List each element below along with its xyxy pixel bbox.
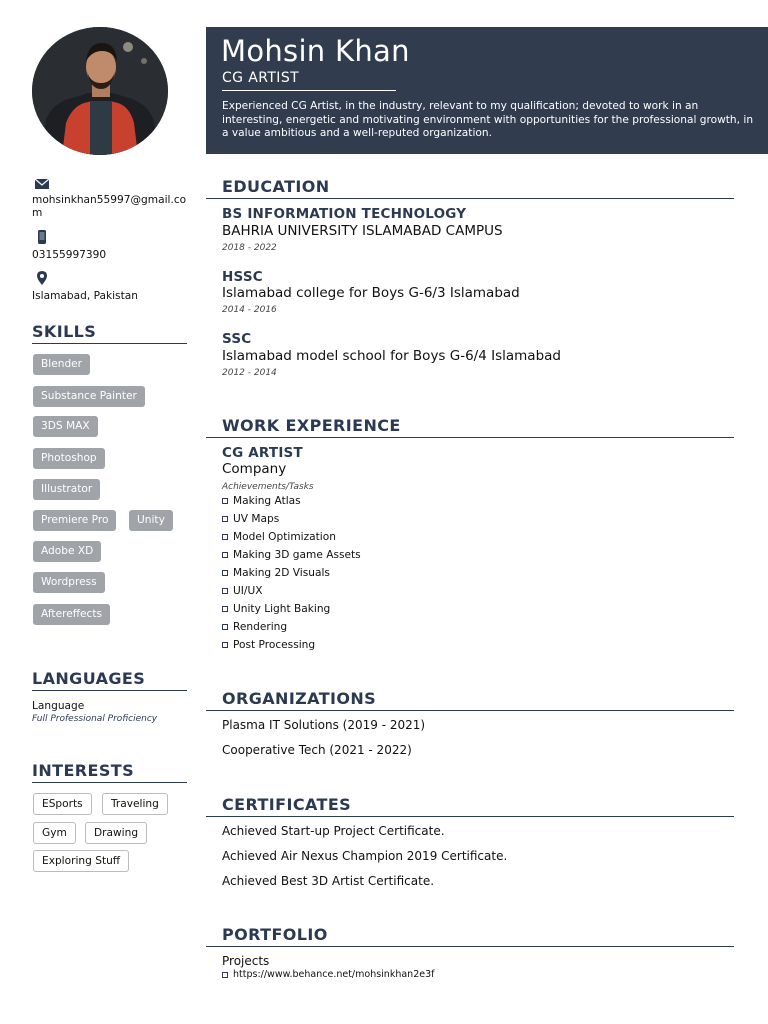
mobile-phone-icon xyxy=(34,230,50,244)
phone-number: 03155997390 xyxy=(32,249,107,261)
portfolio-divider xyxy=(206,946,734,947)
certificates-heading: CERTIFICATES xyxy=(222,795,352,814)
education-school: Islamabad college for Boys G-6/3 Islamabad xyxy=(222,285,520,301)
skills-divider xyxy=(32,343,187,344)
education-period: 2018 - 2022 xyxy=(222,243,277,253)
education-heading: EDUCATION xyxy=(222,177,330,196)
education-degree: HSSC xyxy=(222,269,263,285)
list-item: Unity Light Baking xyxy=(222,602,361,620)
bullet-square-icon xyxy=(222,588,228,594)
bullet-square-icon xyxy=(222,642,228,648)
skill-chip: Unity xyxy=(129,510,173,531)
list-item: Rendering xyxy=(222,620,361,638)
tasks-list xyxy=(222,494,361,656)
bullet-square-icon xyxy=(222,972,228,978)
certificate-item: Achieved Start-up Project Certificate. xyxy=(222,824,445,838)
map-pin-icon xyxy=(34,271,50,285)
location: Islamabad, Pakistan xyxy=(32,290,138,302)
certificates-divider xyxy=(206,816,734,817)
certificate-item: Achieved Air Nexus Champion 2019 Certificate. xyxy=(222,849,508,863)
language-name: Language xyxy=(32,700,85,712)
skill-chip: Adobe XD xyxy=(33,541,101,562)
skill-chip: 3DS MAX xyxy=(33,416,98,437)
education-divider xyxy=(206,198,734,199)
bullet-square-icon xyxy=(222,570,228,576)
bullet-square-icon xyxy=(222,534,228,540)
education-degree: SSC xyxy=(222,331,252,347)
portfolio-heading: PORTFOLIO xyxy=(222,925,328,944)
education-school: Islamabad model school for Boys G-6/4 Islamabad xyxy=(222,348,561,364)
interests-heading: INTERESTS xyxy=(32,761,134,780)
portfolio-label: Projects xyxy=(222,954,270,968)
tasks-label: Achievements/Tasks xyxy=(222,482,314,492)
languages-heading: LANGUAGES xyxy=(32,669,146,688)
bullet-square-icon xyxy=(222,498,228,504)
organization-item: Cooperative Tech (2021 - 2022) xyxy=(222,743,412,757)
interest-chip: Gym xyxy=(33,822,76,844)
skill-chip: Substance Painter xyxy=(33,386,145,407)
email-line-2: m xyxy=(32,207,43,219)
work-experience-divider xyxy=(206,437,734,438)
skill-chip: Premiere Pro xyxy=(33,510,116,531)
candidate-name: Mohsin Khan xyxy=(221,34,410,68)
portfolio-links xyxy=(222,968,434,986)
language-level: Full Professional Proficiency xyxy=(32,714,158,724)
interest-chip: ESports xyxy=(33,793,92,815)
organizations-divider xyxy=(206,710,734,711)
email-line-1: mohsinkhan55997@gmail.co xyxy=(32,194,187,206)
list-item: Making Atlas xyxy=(222,494,361,512)
bullet-square-icon xyxy=(222,552,228,558)
envelope-icon xyxy=(34,177,50,191)
candidate-role: CG ARTIST xyxy=(222,70,300,86)
interest-chip: Exploring Stuff xyxy=(33,850,129,872)
list-item: UV Maps xyxy=(222,512,361,530)
education-degree: BS INFORMATION TECHNOLOGY xyxy=(222,206,467,222)
list-item[interactable] xyxy=(222,968,434,986)
skill-chip: Photoshop xyxy=(33,448,105,469)
education-period: 2012 - 2014 xyxy=(222,368,277,378)
bullet-square-icon xyxy=(222,606,228,612)
skill-chip: Aftereffects xyxy=(33,604,110,625)
interests-divider xyxy=(32,782,187,783)
skill-chip: Blender xyxy=(33,354,90,375)
company-name: Company xyxy=(222,461,287,477)
organizations-heading: ORGANIZATIONS xyxy=(222,689,377,708)
portfolio-link[interactable]: https://www.behance.net/mohsinkhan2e3f xyxy=(233,969,435,980)
list-item: UI/UX xyxy=(222,584,361,602)
job-title: CG ARTIST xyxy=(222,445,303,461)
bullet-square-icon xyxy=(222,516,228,522)
skill-chip: Wordpress xyxy=(33,572,105,593)
education-school: BAHRIA UNIVERSITY ISLAMABAD CAMPUS xyxy=(222,223,503,239)
interest-chip: Drawing xyxy=(85,822,147,844)
list-item: Model Optimization xyxy=(222,530,361,548)
skills-heading: SKILLS xyxy=(32,322,97,341)
work-experience-heading: WORK EXPERIENCE xyxy=(222,416,401,435)
education-period: 2014 - 2016 xyxy=(222,305,277,315)
bullet-square-icon xyxy=(222,624,228,630)
list-item: Post Processing xyxy=(222,638,361,656)
languages-divider xyxy=(32,690,187,691)
interest-chip: Traveling xyxy=(102,793,168,815)
list-item: Making 2D Visuals xyxy=(222,566,361,584)
certificate-item: Achieved Best 3D Artist Certificate. xyxy=(222,874,435,888)
organization-item: Plasma IT Solutions (2019 - 2021) xyxy=(222,718,426,732)
list-item: Making 3D game Assets xyxy=(222,548,361,566)
avatar xyxy=(32,27,168,155)
profile-summary: Experienced CG Artist, in the industry, relevant to my qualification; devoted to work in an interesting, energetic and motivating environment with opportunities for the professional growth, in a value ambitious and a well-reputed organization. xyxy=(222,100,754,139)
profile-photo xyxy=(32,27,168,155)
role-underline xyxy=(222,90,396,91)
skill-chip: Illustrator xyxy=(33,479,100,500)
